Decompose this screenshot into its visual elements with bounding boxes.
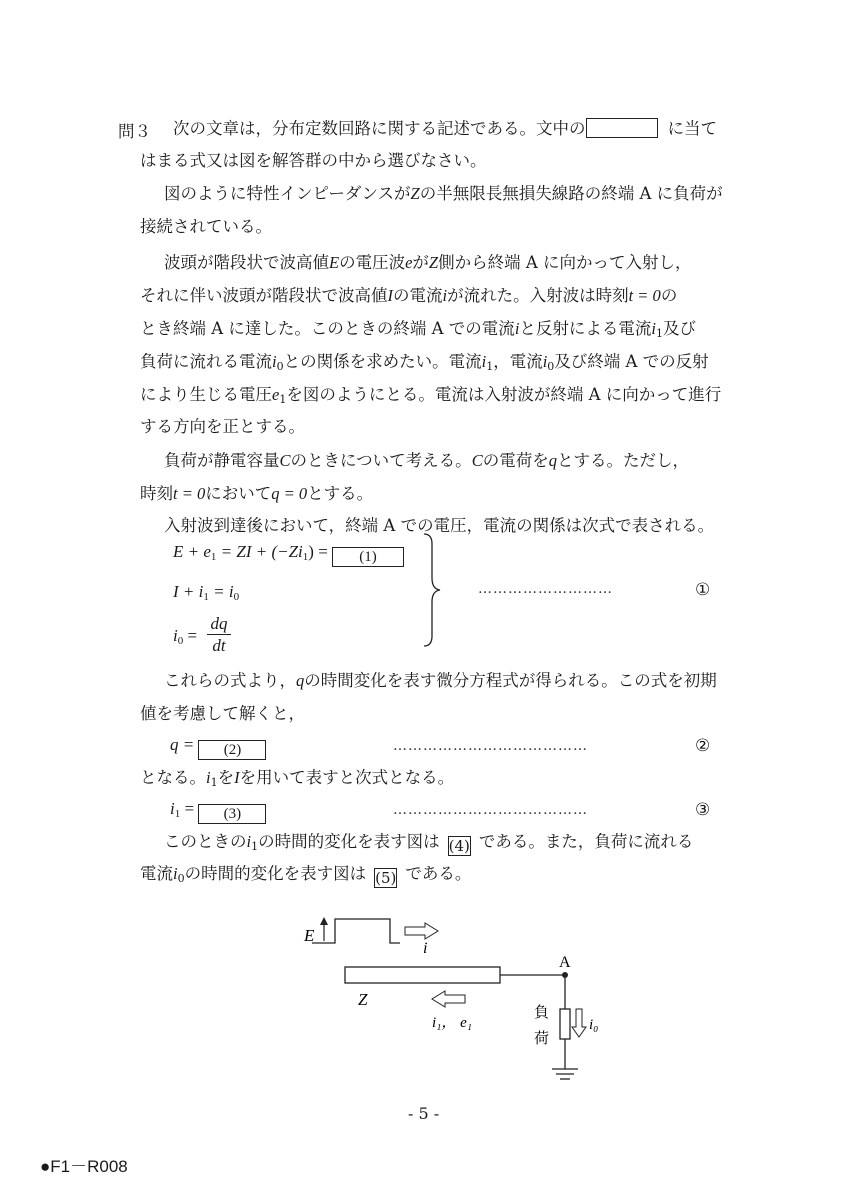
label-load-2: 荷: [534, 1029, 550, 1047]
paragraph-3-line-6: する方向を正とする。: [140, 417, 305, 436]
paragraph-5: 入射波到達後において，終端 A での電圧，電流の関係は次式で表される。: [164, 516, 715, 535]
label-i1-e1: i₁， e₁: [432, 1015, 473, 1031]
paragraph-6-line-1: これらの式より，qの時間変化を表す微分方程式が得られる。この式を初期: [164, 671, 717, 690]
marker-2: ②: [695, 736, 711, 756]
paragraph-8-line-2: 電流$i_0$の時間的変化を表す図は (5) である。: [140, 864, 472, 887]
arrow-down-icon: [572, 1009, 586, 1037]
arrow-right-icon: [405, 923, 438, 939]
leader-dots-3: …………………………………: [393, 802, 588, 818]
question-number: 問３: [118, 122, 151, 141]
fraction-dq-dt: dq dt: [207, 614, 231, 657]
document-code: ●F1－R008: [40, 1157, 128, 1176]
equation-2: $I + i_1 = i_0$: [173, 582, 240, 603]
paragraph-4-line-1: 負荷が静電容量Cのときについて考える。Cの電荷をqとする。ただし，: [164, 451, 689, 470]
leader-dots-2: …………………………………: [393, 738, 588, 754]
paragraph-2-line-1: 図のように特性インピーダンスがZの半無限長無損失線路の終端 A に負荷が: [164, 184, 723, 203]
blank-2[interactable]: (2): [198, 740, 266, 760]
intro-line-1: 次の文章は，分布定数回路に関する記述である。文中の に当て: [173, 119, 717, 138]
load-resistor: [560, 1009, 570, 1039]
blank-4[interactable]: (4): [448, 837, 470, 855]
transmission-line-figure: [290, 905, 610, 1090]
equation-3: $i_0$ =: [173, 626, 198, 647]
page-number: - 5 -: [408, 1104, 440, 1123]
paragraph-3-line-5: により生じる電圧$e_1$を図のようにとる。電流は入射波が終端 A に向かって進行: [140, 385, 722, 406]
paragraph-7: となる。$i_1$をIを用いて表すと次式となる。: [140, 768, 455, 789]
leader-dots-1: ………………………: [478, 581, 613, 597]
paragraph-3-line-1: 波頭が階段状で波高値Eの電圧波eがZ側から終端 A に向かって入射し，: [164, 253, 692, 272]
paragraph-3-line-2: それに伴い波頭が階段状で波高値Iの電流iが流れた。入射波は時刻t = 0の: [140, 286, 678, 305]
blank-5[interactable]: (5): [375, 869, 397, 887]
arrow-left-icon: [432, 991, 465, 1007]
incident-wave-step: [312, 917, 400, 943]
brace-icon: [420, 532, 444, 648]
label-Z: Z: [358, 990, 368, 1009]
sample-blank-box: [586, 118, 658, 138]
ground-icon: [552, 1069, 578, 1079]
equation-i1: $i_1 = (3)$: [170, 799, 266, 824]
paragraph-8-line-1: このときの$i_1$の時間的変化を表す図は (4) である。また，負荷に流れる: [164, 832, 694, 855]
label-i0: i₀: [589, 1017, 599, 1033]
equation-q: q = (2): [170, 735, 266, 760]
marker-3: ③: [695, 800, 711, 820]
paragraph-4-line-2: 時刻t = 0においてq = 0とする。: [140, 484, 374, 503]
equation-1: $E + e_1$ = ZI + $(-Zi_1) = (1)$: [173, 542, 404, 567]
label-A: A: [559, 954, 571, 971]
paragraph-6-line-2: 値を考慮して解くと，: [140, 704, 305, 723]
blank-3[interactable]: (3): [198, 804, 266, 824]
paragraph-3-line-4: 負荷に流れる電流$i_0$との関係を求めたい。電流$i_1$，電流$i_0$及び終端 A での反射: [140, 352, 709, 373]
transmission-line: [345, 967, 500, 983]
marker-1: ①: [695, 580, 711, 600]
intro-line-2: はまる式又は図を解答群の中から選びなさい。: [140, 151, 487, 170]
label-E: E: [304, 926, 315, 945]
paragraph-3-line-3: とき終端 A に達した。このときの終端 A での電流iと反射による電流$i_1$及び: [140, 319, 696, 340]
label-i: i: [423, 940, 428, 957]
label-load-1: 負: [534, 1003, 550, 1021]
paragraph-2-line-2: 接続されている。: [140, 217, 272, 236]
blank-1[interactable]: (1): [332, 547, 404, 567]
